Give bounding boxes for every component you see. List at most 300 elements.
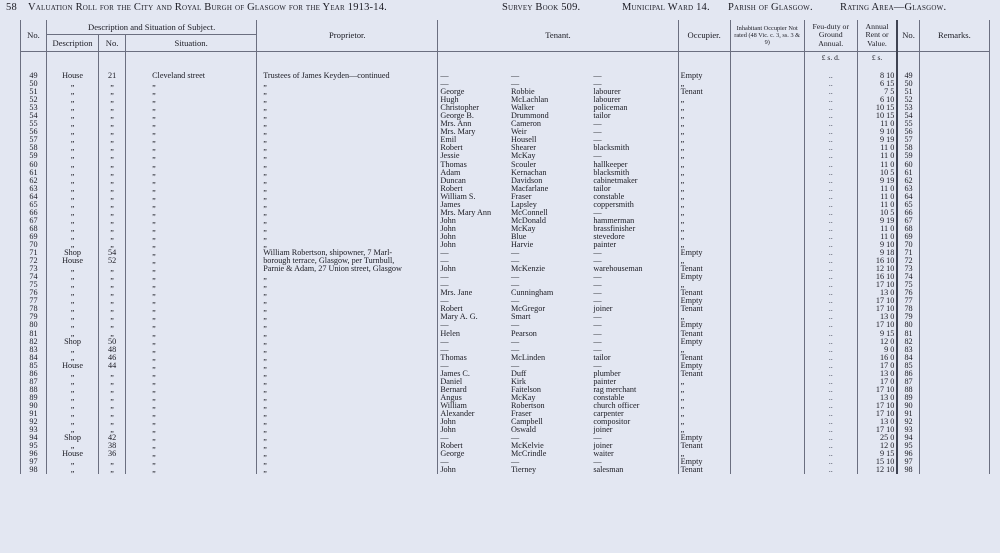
table-row (21, 225, 990, 233)
row-number-right: 93 (897, 426, 919, 434)
row-street-number: 52 (99, 257, 126, 265)
row-inhabitant (730, 152, 804, 160)
row-tenant (438, 249, 678, 257)
row-tenant (438, 136, 678, 144)
tenant-surname: McDonald (510, 216, 546, 225)
tenant-trade: — (593, 297, 602, 306)
table-row (21, 152, 990, 160)
row-inhabitant (730, 161, 804, 169)
row-street-number: „ (99, 112, 126, 120)
row-occupier: „ (678, 112, 730, 120)
tenant-surname: McKay (510, 393, 536, 402)
row-occupier: „ (678, 418, 730, 426)
row-feu-duty: .. (804, 418, 857, 426)
tenant-forename: Mrs. Ann (440, 120, 472, 129)
row-inhabitant (730, 289, 804, 297)
row-description: „ (47, 426, 99, 434)
row-annual-rent: 13 0 (857, 394, 897, 402)
row-feu-duty: .. (804, 249, 857, 257)
row-tenant (438, 338, 678, 346)
tenant-surname: — (510, 345, 520, 354)
row-feu-duty: .. (804, 313, 857, 321)
col-header-no: No. (21, 20, 47, 52)
row-description: „ (47, 418, 99, 426)
row-occupier: „ (678, 378, 730, 386)
row-situation: „ (126, 450, 257, 458)
row-proprietor: Parnie & Adam, 27 Union street, Glasgow (257, 265, 438, 273)
row-occupier: „ (678, 241, 730, 249)
row-number: 56 (21, 128, 47, 136)
row-feu-duty: .. (804, 128, 857, 136)
row-remarks (919, 378, 989, 386)
row-street-number: „ (99, 185, 126, 193)
row-description: „ (47, 144, 99, 152)
table-row (21, 410, 990, 418)
row-proprietor: „ (257, 80, 438, 88)
row-number-right: 59 (897, 152, 919, 160)
row-annual-rent: 10 15 (857, 104, 897, 112)
row-number-right: 98 (897, 466, 919, 474)
row-feu-duty: .. (804, 80, 857, 88)
row-proprietor: „ (257, 201, 438, 209)
tenant-trade: joiner (593, 305, 613, 314)
row-situation: „ (126, 426, 257, 434)
row-street-number: 42 (99, 434, 126, 442)
row-tenant (438, 297, 678, 305)
row-annual-rent: 16 10 (857, 257, 897, 265)
row-number: 89 (21, 394, 47, 402)
row-description: „ (47, 152, 99, 160)
row-situation: „ (126, 370, 257, 378)
row-tenant (438, 442, 678, 450)
row-number-right: 77 (897, 297, 919, 305)
row-street-number: „ (99, 128, 126, 136)
row-situation: „ (126, 442, 257, 450)
row-number: 66 (21, 209, 47, 217)
row-proprietor: „ (257, 289, 438, 297)
row-occupier: Tenant (678, 289, 730, 297)
row-number: 98 (21, 466, 47, 474)
table-row (21, 313, 990, 321)
row-proprietor: „ (257, 297, 438, 305)
table-row (21, 177, 990, 185)
row-remarks (919, 354, 989, 362)
tenant-forename: Christopher (440, 104, 480, 113)
row-situation: „ (126, 330, 257, 338)
row-number-right: 50 (897, 80, 919, 88)
row-situation: „ (126, 418, 257, 426)
row-feu-duty: .. (804, 217, 857, 225)
row-feu-duty: .. (804, 257, 857, 265)
row-occupier: „ (678, 201, 730, 209)
tenant-surname: Smart (510, 313, 531, 322)
row-inhabitant (730, 185, 804, 193)
row-feu-duty: .. (804, 378, 857, 386)
tenant-trade: hallkeeper (593, 160, 628, 169)
row-occupier: „ (678, 217, 730, 225)
tenant-surname: Drummond (510, 112, 549, 121)
row-situation: „ (126, 120, 257, 128)
row-occupier: „ (678, 394, 730, 402)
row-description: „ (47, 128, 99, 136)
row-annual-rent: 17 10 (857, 281, 897, 289)
table-row (21, 466, 990, 474)
row-number: 83 (21, 346, 47, 354)
row-remarks (919, 450, 989, 458)
row-description: „ (47, 402, 99, 410)
row-remarks (919, 161, 989, 169)
row-remarks (919, 249, 989, 257)
row-description: „ (47, 193, 99, 201)
row-description: „ (47, 281, 99, 289)
tenant-trade: coppersmith (593, 200, 634, 209)
tenant-trade: — (593, 249, 602, 258)
row-street-number: „ (99, 217, 126, 225)
tenant-trade: — (593, 257, 602, 266)
row-situation: „ (126, 177, 257, 185)
col-header-tenant: Tenant. (438, 20, 678, 52)
row-situation: „ (126, 362, 257, 370)
tenant-trade: stevedore (593, 232, 625, 241)
row-description: „ (47, 394, 99, 402)
row-description: „ (47, 96, 99, 104)
row-feu-duty: .. (804, 72, 857, 80)
row-tenant (438, 233, 678, 241)
row-proprietor: „ (257, 442, 438, 450)
row-number: 61 (21, 169, 47, 177)
row-situation: „ (126, 265, 257, 273)
row-annual-rent: 9 15 (857, 330, 897, 338)
row-number: 67 (21, 217, 47, 225)
row-street-number: „ (99, 410, 126, 418)
row-remarks (919, 346, 989, 354)
row-number: 76 (21, 289, 47, 297)
row-description: Shop (47, 434, 99, 442)
row-description: „ (47, 169, 99, 177)
row-number-right: 61 (897, 169, 919, 177)
row-tenant (438, 112, 678, 120)
row-annual-rent: 7 5 (857, 88, 897, 96)
survey-book: Survey Book 509. (502, 2, 581, 13)
row-tenant (438, 80, 678, 88)
row-situation: „ (126, 96, 257, 104)
tenant-forename: — (440, 249, 449, 258)
row-inhabitant (730, 402, 804, 410)
row-remarks (919, 362, 989, 370)
row-street-number: „ (99, 305, 126, 313)
row-occupier: „ (678, 386, 730, 394)
row-annual-rent: 12 10 (857, 466, 897, 474)
row-situation: „ (126, 338, 257, 346)
row-street-number: „ (99, 370, 126, 378)
row-annual-rent: 6 10 (857, 96, 897, 104)
tenant-forename: Robert (440, 442, 463, 451)
row-annual-rent: 13 0 (857, 418, 897, 426)
tenant-forename: — (440, 72, 449, 81)
tenant-trade: joiner (593, 426, 613, 435)
row-tenant (438, 466, 678, 474)
table-row (21, 426, 990, 434)
row-situation: „ (126, 185, 257, 193)
row-remarks (919, 281, 989, 289)
tenant-trade: — (593, 313, 602, 322)
tenant-forename: Adam (440, 168, 461, 177)
row-annual-rent: 11 0 (857, 161, 897, 169)
row-street-number: „ (99, 458, 126, 466)
row-situation: „ (126, 386, 257, 394)
row-proprietor: „ (257, 321, 438, 329)
tenant-forename: Robert (440, 184, 463, 193)
row-occupier: „ (678, 257, 730, 265)
tenant-forename: John (440, 216, 456, 225)
row-number: 58 (21, 144, 47, 152)
tenant-forename: William (440, 401, 467, 410)
row-tenant (438, 305, 678, 313)
col-header-description-group: Description and Situation of Subject. (47, 20, 257, 35)
row-remarks (919, 209, 989, 217)
tenant-trade: labourer (593, 96, 621, 105)
row-number: 65 (21, 201, 47, 209)
roll-title: Valuation Roll for the City and Royal Burgh of Glasgow for the Year 1913-14. (28, 2, 387, 13)
table-row (21, 281, 990, 289)
row-proprietor: „ (257, 104, 438, 112)
tenant-surname: — (510, 361, 520, 370)
row-proprietor: „ (257, 313, 438, 321)
row-street-number: „ (99, 104, 126, 112)
row-occupier: „ (678, 169, 730, 177)
row-situation: „ (126, 104, 257, 112)
row-number: 53 (21, 104, 47, 112)
tenant-trade: waiter (593, 450, 614, 459)
row-annual-rent: 16 0 (857, 354, 897, 362)
tenant-trade: — (593, 458, 602, 467)
row-number-right: 90 (897, 402, 919, 410)
tenant-trade: — (593, 361, 602, 370)
row-annual-rent: 12 0 (857, 338, 897, 346)
tenant-trade: compositor (593, 418, 631, 427)
row-inhabitant (730, 120, 804, 128)
row-number-right: 68 (897, 225, 919, 233)
row-annual-rent: 17 10 (857, 402, 897, 410)
row-inhabitant (730, 241, 804, 249)
row-annual-rent: 11 0 (857, 193, 897, 201)
table-row (21, 217, 990, 225)
tenant-trade: tailor (593, 184, 611, 193)
row-inhabitant (730, 370, 804, 378)
row-proprietor: „ (257, 96, 438, 104)
row-occupier: „ (678, 193, 730, 201)
rating-area: Rating Area—Glasgow. (840, 2, 947, 13)
tenant-surname: McLachlan (510, 96, 549, 105)
row-number-right: 82 (897, 338, 919, 346)
row-tenant (438, 104, 678, 112)
row-number-right: 88 (897, 386, 919, 394)
row-tenant (438, 128, 678, 136)
row-description: „ (47, 201, 99, 209)
row-occupier: Tenant (678, 442, 730, 450)
tenant-trade: — (593, 345, 602, 354)
row-tenant (438, 354, 678, 362)
row-number: 84 (21, 354, 47, 362)
row-number: 74 (21, 273, 47, 281)
tenant-forename: — (440, 273, 449, 282)
row-number: 92 (21, 418, 47, 426)
row-tenant (438, 370, 678, 378)
table-row (21, 249, 990, 257)
row-situation: „ (126, 209, 257, 217)
row-annual-rent: 11 0 (857, 233, 897, 241)
table-row (21, 378, 990, 386)
tenant-forename: — (440, 458, 449, 467)
row-remarks (919, 313, 989, 321)
row-proprietor: „ (257, 88, 438, 96)
row-proprietor: „ (257, 144, 438, 152)
row-annual-rent: 13 0 (857, 289, 897, 297)
row-remarks (919, 466, 989, 474)
row-remarks (919, 394, 989, 402)
row-number-right: 69 (897, 233, 919, 241)
row-tenant (438, 410, 678, 418)
row-feu-duty: .. (804, 305, 857, 313)
row-number-right: 80 (897, 321, 919, 329)
row-number-right: 95 (897, 442, 919, 450)
row-street-number: „ (99, 209, 126, 217)
row-feu-duty: .. (804, 434, 857, 442)
row-description: „ (47, 217, 99, 225)
row-inhabitant (730, 354, 804, 362)
table-row (21, 418, 990, 426)
row-annual-rent: 17 10 (857, 410, 897, 418)
row-situation: „ (126, 378, 257, 386)
row-description: „ (47, 273, 99, 281)
row-situation: „ (126, 233, 257, 241)
row-feu-duty: .. (804, 120, 857, 128)
row-occupier: Empty (678, 273, 730, 281)
tenant-trade: salesman (593, 466, 624, 475)
tenant-surname: Cameron (510, 120, 541, 129)
row-inhabitant (730, 418, 804, 426)
row-proprietor: „ (257, 386, 438, 394)
tenant-forename: Mary A. G. (440, 313, 478, 322)
row-description: „ (47, 185, 99, 193)
row-street-number: „ (99, 289, 126, 297)
row-remarks (919, 321, 989, 329)
row-remarks (919, 273, 989, 281)
tenant-forename: John (440, 466, 456, 475)
row-number: 70 (21, 241, 47, 249)
tenant-forename: John (440, 265, 456, 274)
row-number-right: 51 (897, 88, 919, 96)
row-feu-duty: .. (804, 346, 857, 354)
table-row (21, 289, 990, 297)
tenant-forename: Bernard (440, 385, 467, 394)
row-proprietor: „ (257, 305, 438, 313)
tenant-forename: Duncan (440, 176, 466, 185)
row-remarks (919, 112, 989, 120)
row-number: 57 (21, 136, 47, 144)
row-remarks (919, 442, 989, 450)
row-street-number: „ (99, 169, 126, 177)
row-proprietor: „ (257, 217, 438, 225)
row-proprietor: „ (257, 426, 438, 434)
tenant-forename: — (440, 337, 449, 346)
row-number-right: 71 (897, 249, 919, 257)
row-feu-duty: .. (804, 201, 857, 209)
row-tenant (438, 394, 678, 402)
row-remarks (919, 386, 989, 394)
row-feu-duty: .. (804, 321, 857, 329)
row-feu-duty: .. (804, 136, 857, 144)
row-street-number: „ (99, 265, 126, 273)
row-description: „ (47, 330, 99, 338)
row-occupier: „ (678, 346, 730, 354)
row-occupier: „ (678, 313, 730, 321)
row-description: Shop (47, 338, 99, 346)
row-inhabitant (730, 136, 804, 144)
row-remarks (919, 152, 989, 160)
col-header-no-right: No. (897, 20, 919, 52)
row-annual-rent: 17 0 (857, 362, 897, 370)
row-number: 82 (21, 338, 47, 346)
row-feu-duty: .. (804, 169, 857, 177)
tenant-forename: John (440, 241, 456, 249)
tenant-trade: warehouseman (593, 265, 643, 274)
row-proprietor: „ (257, 225, 438, 233)
row-situation: „ (126, 201, 257, 209)
table-row (21, 442, 990, 450)
roll-body (21, 62, 990, 474)
row-tenant (438, 225, 678, 233)
tenant-surname: McKelvie (510, 442, 544, 451)
row-tenant (438, 402, 678, 410)
row-situation: „ (126, 458, 257, 466)
row-situation: „ (126, 169, 257, 177)
row-inhabitant (730, 249, 804, 257)
tenant-trade: — (593, 273, 602, 282)
row-description: „ (47, 104, 99, 112)
row-number: 77 (21, 297, 47, 305)
row-proprietor: „ (257, 402, 438, 410)
col-header-situation: Situation. (126, 35, 257, 52)
row-situation: „ (126, 144, 257, 152)
row-description: „ (47, 378, 99, 386)
row-remarks (919, 104, 989, 112)
row-tenant (438, 330, 678, 338)
row-inhabitant (730, 169, 804, 177)
row-situation: „ (126, 193, 257, 201)
tenant-trade: joiner (593, 442, 613, 451)
row-tenant (438, 185, 678, 193)
row-number-right: 86 (897, 370, 919, 378)
row-number-right: 63 (897, 185, 919, 193)
row-occupier: Empty (678, 249, 730, 257)
row-proprietor: „ (257, 273, 438, 281)
row-inhabitant (730, 128, 804, 136)
row-number: 85 (21, 362, 47, 370)
parish: Parish of Glasgow. (728, 2, 813, 13)
row-inhabitant (730, 378, 804, 386)
tenant-surname: — (510, 80, 520, 89)
row-remarks (919, 289, 989, 297)
row-remarks (919, 96, 989, 104)
tenant-trade: painter (593, 377, 617, 386)
row-number: 59 (21, 152, 47, 160)
table-row (21, 257, 990, 265)
row-inhabitant (730, 410, 804, 418)
tenant-forename: Jessie (440, 152, 460, 161)
row-tenant (438, 161, 678, 169)
tenant-forename: Mrs. Jane (440, 289, 473, 298)
